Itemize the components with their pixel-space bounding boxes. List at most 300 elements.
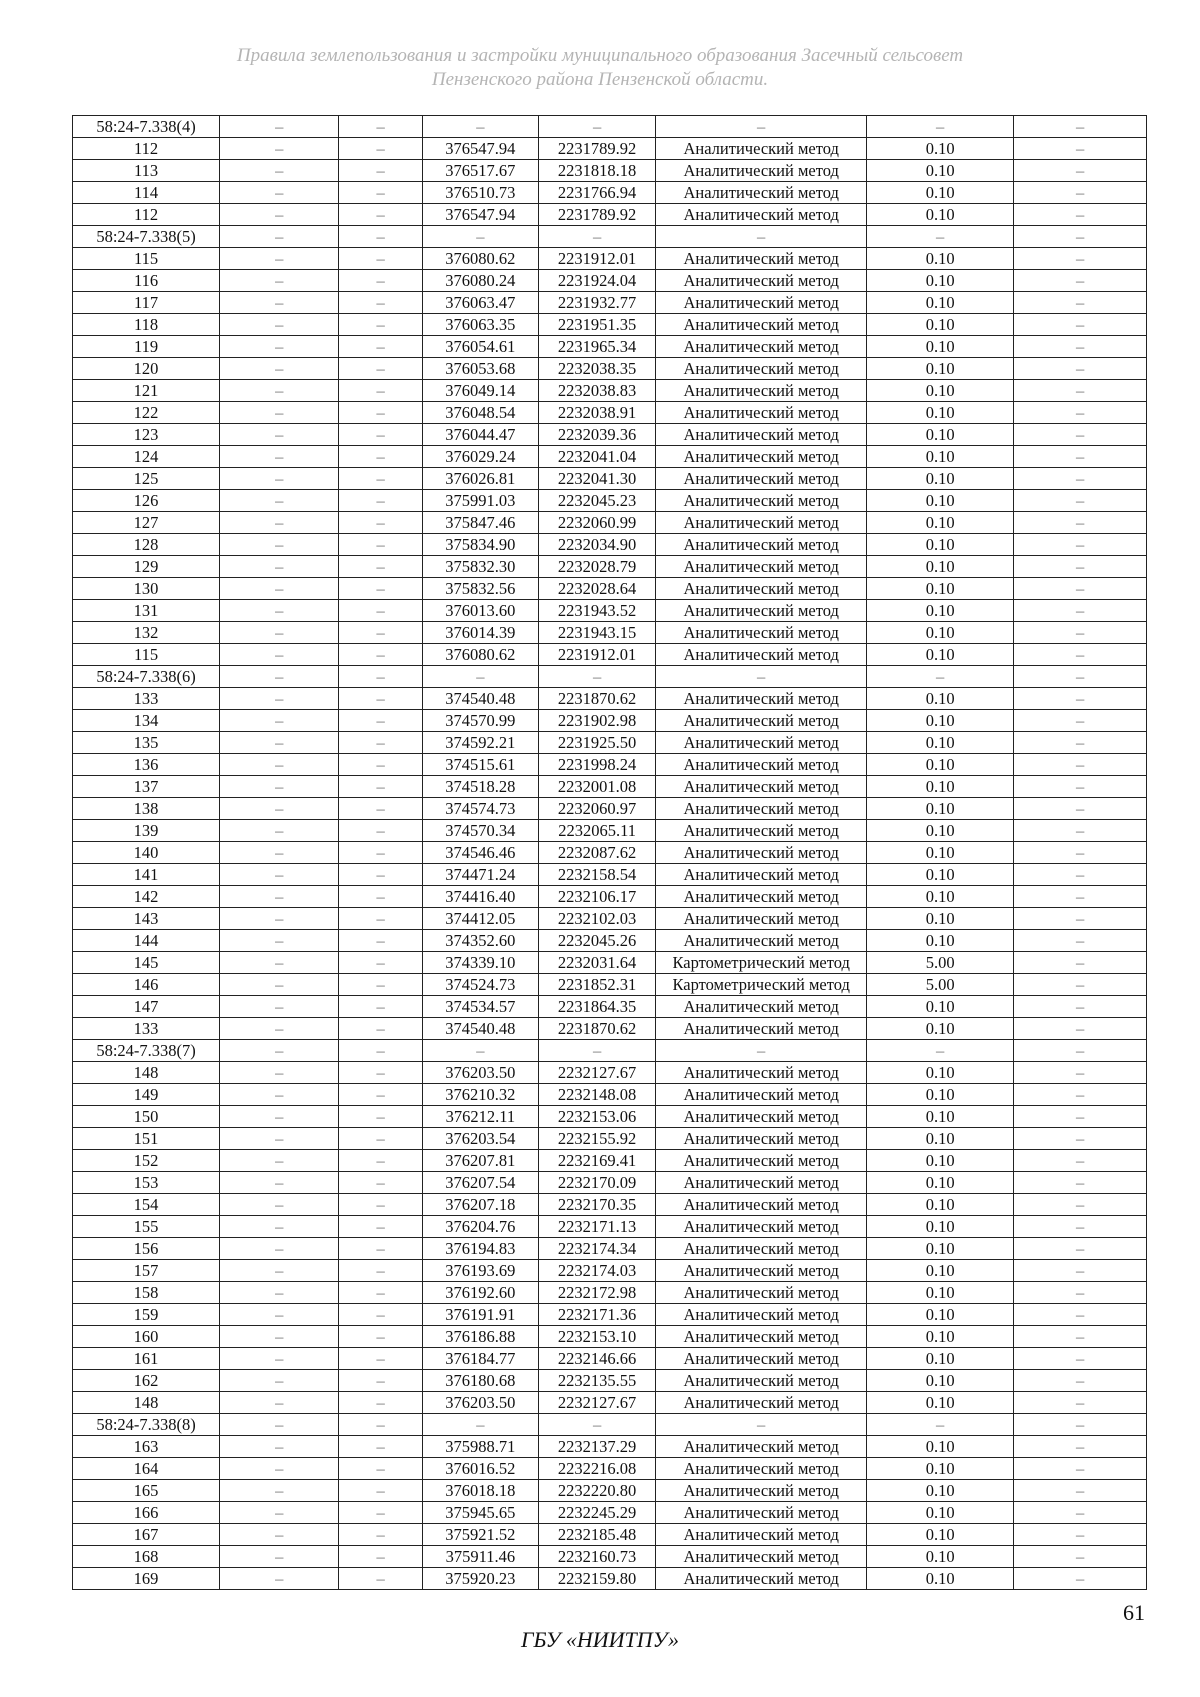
table-cell: Аналитический метод bbox=[656, 1128, 867, 1150]
table-row bbox=[73, 314, 1147, 336]
table-cell: 376063.35 bbox=[422, 314, 538, 336]
table-cell: 0.10 bbox=[867, 1260, 1014, 1282]
table-cell: 164 bbox=[73, 1458, 220, 1480]
table-cell: 2232045.26 bbox=[538, 930, 655, 952]
table-cell: 163 bbox=[73, 1436, 220, 1458]
table-cell: – bbox=[339, 886, 422, 908]
table-cell: – bbox=[339, 1546, 422, 1568]
table-cell: 0.10 bbox=[867, 336, 1014, 358]
table-cell: – bbox=[220, 1260, 339, 1282]
table-cell: 376014.39 bbox=[422, 622, 538, 644]
table-cell: 2231925.50 bbox=[538, 732, 655, 754]
table-cell: 376080.62 bbox=[422, 248, 538, 270]
table-cell: 2231943.15 bbox=[538, 622, 655, 644]
table-cell: Аналитический метод bbox=[656, 1502, 867, 1524]
table-cell: – bbox=[339, 1370, 422, 1392]
table-cell: 131 bbox=[73, 600, 220, 622]
table-cell: – bbox=[1014, 1062, 1147, 1084]
table-cell: – bbox=[1014, 578, 1147, 600]
table-cell: – bbox=[220, 1370, 339, 1392]
table-row bbox=[73, 842, 1147, 864]
table-cell: – bbox=[1014, 446, 1147, 468]
table-cell: 2232171.13 bbox=[538, 1216, 655, 1238]
table-cell: 2232159.80 bbox=[538, 1568, 655, 1590]
table-cell: 374540.48 bbox=[422, 1018, 538, 1040]
table-row bbox=[73, 1018, 1147, 1040]
table-cell: – bbox=[339, 204, 422, 226]
table-row bbox=[73, 270, 1147, 292]
page-footer: ГБУ «НИИТПУ» bbox=[520, 1627, 680, 1652]
table-row bbox=[73, 380, 1147, 402]
table-cell: – bbox=[339, 1238, 422, 1260]
table-cell: 2232001.08 bbox=[538, 776, 655, 798]
table-cell: – bbox=[422, 226, 538, 248]
table-cell: – bbox=[220, 534, 339, 556]
table-cell: 0.10 bbox=[867, 314, 1014, 336]
table-row bbox=[73, 490, 1147, 512]
table-cell: – bbox=[220, 490, 339, 512]
table-cell: 2232028.79 bbox=[538, 556, 655, 578]
table-cell: 0.10 bbox=[867, 644, 1014, 666]
table-cell: Аналитический метод bbox=[656, 864, 867, 886]
table-cell: 376207.54 bbox=[422, 1172, 538, 1194]
table-cell: 0.10 bbox=[867, 292, 1014, 314]
table-cell: Аналитический метод bbox=[656, 270, 867, 292]
table-cell: 376049.14 bbox=[422, 380, 538, 402]
table-cell: 376016.52 bbox=[422, 1458, 538, 1480]
table-cell: 376063.47 bbox=[422, 292, 538, 314]
table-cell: 2232146.66 bbox=[538, 1348, 655, 1370]
table-cell: Аналитический метод bbox=[656, 1150, 867, 1172]
table-cell: – bbox=[1014, 1172, 1147, 1194]
table-cell: 2232148.08 bbox=[538, 1084, 655, 1106]
table-row bbox=[73, 336, 1147, 358]
table-cell: 2232038.35 bbox=[538, 358, 655, 380]
table-cell: Аналитический метод bbox=[656, 1370, 867, 1392]
table-cell: 0.10 bbox=[867, 556, 1014, 578]
table-cell: – bbox=[1014, 732, 1147, 754]
table-cell: 374546.46 bbox=[422, 842, 538, 864]
table-cell: 375991.03 bbox=[422, 490, 538, 512]
table-cell: – bbox=[339, 974, 422, 996]
table-cell: Аналитический метод bbox=[656, 1568, 867, 1590]
table-cell: – bbox=[1014, 314, 1147, 336]
table-cell: – bbox=[1014, 1568, 1147, 1590]
table-cell: 0.10 bbox=[867, 1216, 1014, 1238]
table-cell: Аналитический метод bbox=[656, 1326, 867, 1348]
table-cell: – bbox=[339, 1524, 422, 1546]
table-cell: – bbox=[339, 1326, 422, 1348]
table-cell: Аналитический метод bbox=[656, 820, 867, 842]
table-cell: 2231789.92 bbox=[538, 138, 655, 160]
table-cell: 374540.48 bbox=[422, 688, 538, 710]
table-cell: 374416.40 bbox=[422, 886, 538, 908]
table-cell: – bbox=[339, 732, 422, 754]
table-cell: 2232038.83 bbox=[538, 380, 655, 402]
table-cell: – bbox=[339, 754, 422, 776]
table-cell: 2232135.55 bbox=[538, 1370, 655, 1392]
table-cell: 376191.91 bbox=[422, 1304, 538, 1326]
table-cell: 134 bbox=[73, 710, 220, 732]
table-row bbox=[73, 248, 1147, 270]
table-row bbox=[73, 864, 1147, 886]
table-cell: – bbox=[1014, 468, 1147, 490]
table-cell: 2232185.48 bbox=[538, 1524, 655, 1546]
table-cell: 153 bbox=[73, 1172, 220, 1194]
table-cell: 114 bbox=[73, 182, 220, 204]
table-cell: 376180.68 bbox=[422, 1370, 538, 1392]
table-cell: 128 bbox=[73, 534, 220, 556]
table-cell: Аналитический метод bbox=[656, 732, 867, 754]
table-cell: – bbox=[220, 1568, 339, 1590]
table-row bbox=[73, 138, 1147, 160]
table-cell: 150 bbox=[73, 1106, 220, 1128]
table-row bbox=[73, 1524, 1147, 1546]
table-cell: – bbox=[1014, 292, 1147, 314]
table-row bbox=[73, 424, 1147, 446]
table-cell: – bbox=[1014, 710, 1147, 732]
table-cell: – bbox=[220, 556, 339, 578]
table-cell: 155 bbox=[73, 1216, 220, 1238]
table-cell: – bbox=[339, 534, 422, 556]
table-cell: – bbox=[1014, 1194, 1147, 1216]
table-cell: – bbox=[220, 1150, 339, 1172]
table-cell: 376186.88 bbox=[422, 1326, 538, 1348]
table-cell: – bbox=[339, 798, 422, 820]
table-cell: 0.10 bbox=[867, 490, 1014, 512]
table-cell: Аналитический метод bbox=[656, 644, 867, 666]
table-cell: – bbox=[220, 864, 339, 886]
table-cell: – bbox=[339, 1392, 422, 1414]
table-cell: 119 bbox=[73, 336, 220, 358]
table-cell: 136 bbox=[73, 754, 220, 776]
table-cell: Аналитический метод bbox=[656, 1282, 867, 1304]
table-cell: 2232106.17 bbox=[538, 886, 655, 908]
page-header bbox=[150, 44, 1050, 92]
table-cell: – bbox=[1014, 1458, 1147, 1480]
table-cell: 374570.99 bbox=[422, 710, 538, 732]
table-cell: – bbox=[1014, 1348, 1147, 1370]
table-cell: – bbox=[538, 226, 655, 248]
table-row bbox=[73, 930, 1147, 952]
table-cell: – bbox=[220, 974, 339, 996]
table-cell: Аналитический метод bbox=[656, 1348, 867, 1370]
table-cell: 2232155.92 bbox=[538, 1128, 655, 1150]
table-cell: – bbox=[1014, 160, 1147, 182]
table-cell: – bbox=[220, 908, 339, 930]
table-cell: 2232220.80 bbox=[538, 1480, 655, 1502]
table-cell: 376018.18 bbox=[422, 1480, 538, 1502]
table-cell: 376080.62 bbox=[422, 644, 538, 666]
table-cell: 2232174.03 bbox=[538, 1260, 655, 1282]
table-cell: 0.10 bbox=[867, 424, 1014, 446]
table-cell: 375945.65 bbox=[422, 1502, 538, 1524]
table-cell: 117 bbox=[73, 292, 220, 314]
table-cell: – bbox=[422, 1414, 538, 1436]
table-cell: 124 bbox=[73, 446, 220, 468]
table-cell: Аналитический метод bbox=[656, 336, 867, 358]
table-cell: – bbox=[1014, 1106, 1147, 1128]
table-cell: – bbox=[220, 1480, 339, 1502]
table-cell: 168 bbox=[73, 1546, 220, 1568]
coordinates-table-body bbox=[73, 116, 1147, 1590]
table-cell: 376203.54 bbox=[422, 1128, 538, 1150]
table-cell: 0.10 bbox=[867, 622, 1014, 644]
table-cell: 58:24-7.338(8) bbox=[73, 1414, 220, 1436]
table-cell: 58:24-7.338(4) bbox=[73, 116, 220, 138]
table-cell: 145 bbox=[73, 952, 220, 974]
table-cell: – bbox=[1014, 138, 1147, 160]
table-cell: – bbox=[339, 138, 422, 160]
table-cell: – bbox=[1014, 930, 1147, 952]
table-cell: 2232216.08 bbox=[538, 1458, 655, 1480]
table-cell: 2232153.06 bbox=[538, 1106, 655, 1128]
table-cell: 376053.68 bbox=[422, 358, 538, 380]
table-cell: – bbox=[339, 1282, 422, 1304]
table-cell: – bbox=[220, 1458, 339, 1480]
table-row bbox=[73, 1194, 1147, 1216]
table-cell: – bbox=[1014, 688, 1147, 710]
table-cell: 375832.30 bbox=[422, 556, 538, 578]
table-cell: 2232039.36 bbox=[538, 424, 655, 446]
table-cell: – bbox=[220, 1414, 339, 1436]
table-cell: 374471.24 bbox=[422, 864, 538, 886]
table-cell: – bbox=[339, 578, 422, 600]
table-cell: – bbox=[339, 1018, 422, 1040]
table-cell: 0.10 bbox=[867, 578, 1014, 600]
table-cell: – bbox=[339, 116, 422, 138]
table-cell: 167 bbox=[73, 1524, 220, 1546]
table-cell: 2232171.36 bbox=[538, 1304, 655, 1326]
table-cell: – bbox=[1014, 1326, 1147, 1348]
table-cell: – bbox=[656, 1040, 867, 1062]
table-row bbox=[73, 446, 1147, 468]
table-cell: 159 bbox=[73, 1304, 220, 1326]
table-cell: – bbox=[1014, 1414, 1147, 1436]
table-cell: – bbox=[1014, 622, 1147, 644]
table-cell: Аналитический метод bbox=[656, 1194, 867, 1216]
table-row bbox=[73, 600, 1147, 622]
table-cell: – bbox=[220, 710, 339, 732]
table-cell: – bbox=[1014, 380, 1147, 402]
table-cell: – bbox=[1014, 1216, 1147, 1238]
table-cell: 132 bbox=[73, 622, 220, 644]
table-cell: 0.10 bbox=[867, 1348, 1014, 1370]
table-cell: 2231818.18 bbox=[538, 160, 655, 182]
table-cell: – bbox=[1014, 358, 1147, 380]
table-cell: – bbox=[538, 116, 655, 138]
table-cell: 156 bbox=[73, 1238, 220, 1260]
table-cell: – bbox=[220, 1524, 339, 1546]
table-cell: – bbox=[339, 292, 422, 314]
header-line-2: Пензенского района Пензенской области. bbox=[431, 69, 769, 90]
table-cell: 374412.05 bbox=[422, 908, 538, 930]
table-cell: 2231902.98 bbox=[538, 710, 655, 732]
table-cell: – bbox=[220, 1282, 339, 1304]
table-cell: Аналитический метод bbox=[656, 1216, 867, 1238]
table-cell: 375911.46 bbox=[422, 1546, 538, 1568]
table-cell: – bbox=[339, 336, 422, 358]
table-cell: – bbox=[1014, 974, 1147, 996]
table-cell: 375834.90 bbox=[422, 534, 538, 556]
table-cell: 146 bbox=[73, 974, 220, 996]
table-row bbox=[73, 1260, 1147, 1282]
table-cell: Аналитический метод bbox=[656, 842, 867, 864]
table-cell: – bbox=[656, 666, 867, 688]
table-cell: – bbox=[220, 1392, 339, 1414]
table-cell: Аналитический метод bbox=[656, 930, 867, 952]
table-cell: 2232153.10 bbox=[538, 1326, 655, 1348]
table-cell: – bbox=[339, 710, 422, 732]
table-row bbox=[73, 358, 1147, 380]
table-cell: – bbox=[1014, 886, 1147, 908]
table-cell: 2232172.98 bbox=[538, 1282, 655, 1304]
table-cell: – bbox=[220, 358, 339, 380]
table-cell: – bbox=[220, 1172, 339, 1194]
table-cell: – bbox=[220, 1216, 339, 1238]
table-cell: – bbox=[339, 1480, 422, 1502]
table-cell: – bbox=[1014, 1304, 1147, 1326]
table-cell: – bbox=[1014, 490, 1147, 512]
table-cell: Картометрический метод bbox=[656, 952, 867, 974]
table-cell: 376210.32 bbox=[422, 1084, 538, 1106]
table-cell: – bbox=[220, 754, 339, 776]
table-cell: – bbox=[220, 204, 339, 226]
table-cell: 374534.57 bbox=[422, 996, 538, 1018]
table-cell: 2232031.64 bbox=[538, 952, 655, 974]
table-cell: – bbox=[339, 600, 422, 622]
table-cell: 126 bbox=[73, 490, 220, 512]
table-row bbox=[73, 952, 1147, 974]
table-cell: – bbox=[220, 886, 339, 908]
parcel-header-row bbox=[73, 226, 1147, 248]
table-cell: 2232137.29 bbox=[538, 1436, 655, 1458]
table-cell: 375847.46 bbox=[422, 512, 538, 534]
page-number: 61 bbox=[1123, 1600, 1145, 1625]
table-row bbox=[73, 512, 1147, 534]
table-cell: 154 bbox=[73, 1194, 220, 1216]
table-cell: – bbox=[1014, 1150, 1147, 1172]
table-row bbox=[73, 182, 1147, 204]
table-cell: – bbox=[1014, 248, 1147, 270]
table-cell: 149 bbox=[73, 1084, 220, 1106]
table-cell: Аналитический метод bbox=[656, 908, 867, 930]
table-row bbox=[73, 1458, 1147, 1480]
table-cell: 5.00 bbox=[867, 952, 1014, 974]
table-cell: Аналитический метод bbox=[656, 1260, 867, 1282]
table-cell: 133 bbox=[73, 688, 220, 710]
table-cell: Аналитический метод bbox=[656, 600, 867, 622]
table-cell: – bbox=[1014, 1392, 1147, 1414]
table-cell: – bbox=[1014, 512, 1147, 534]
table-cell: 376207.81 bbox=[422, 1150, 538, 1172]
table-cell: 2232060.99 bbox=[538, 512, 655, 534]
table-cell: – bbox=[1014, 556, 1147, 578]
table-cell: – bbox=[1014, 864, 1147, 886]
table-cell: – bbox=[1014, 1128, 1147, 1150]
table-cell: – bbox=[1014, 1546, 1147, 1568]
table-cell: – bbox=[538, 1414, 655, 1436]
table-cell: 0.10 bbox=[867, 1370, 1014, 1392]
table-cell: 0.10 bbox=[867, 1480, 1014, 1502]
table-cell: 2231870.62 bbox=[538, 1018, 655, 1040]
table-row bbox=[73, 1370, 1147, 1392]
table-cell: 376207.18 bbox=[422, 1194, 538, 1216]
table-cell: – bbox=[339, 842, 422, 864]
table-cell: 0.10 bbox=[867, 1568, 1014, 1590]
table-cell: – bbox=[220, 1106, 339, 1128]
table-cell: 129 bbox=[73, 556, 220, 578]
table-cell: 0.10 bbox=[867, 996, 1014, 1018]
table-cell: 375920.23 bbox=[422, 1568, 538, 1590]
table-cell: 376013.60 bbox=[422, 600, 538, 622]
table-row bbox=[73, 710, 1147, 732]
table-cell: 125 bbox=[73, 468, 220, 490]
table-cell: 2232170.09 bbox=[538, 1172, 655, 1194]
table-cell: 0.10 bbox=[867, 446, 1014, 468]
table-cell: – bbox=[220, 1084, 339, 1106]
table-cell: – bbox=[1014, 1370, 1147, 1392]
table-cell: 0.10 bbox=[867, 1172, 1014, 1194]
table-cell: – bbox=[220, 1348, 339, 1370]
table-cell: 376048.54 bbox=[422, 402, 538, 424]
table-cell: – bbox=[656, 1414, 867, 1436]
table-cell: 139 bbox=[73, 820, 220, 842]
table-row bbox=[73, 886, 1147, 908]
table-row bbox=[73, 820, 1147, 842]
table-cell: 0.10 bbox=[867, 182, 1014, 204]
table-cell: – bbox=[339, 402, 422, 424]
table-cell: 2232102.03 bbox=[538, 908, 655, 930]
table-cell: – bbox=[220, 424, 339, 446]
table-cell: – bbox=[220, 952, 339, 974]
table-cell: – bbox=[220, 116, 339, 138]
table-row bbox=[73, 1326, 1147, 1348]
table-cell: – bbox=[220, 1018, 339, 1040]
table-cell: – bbox=[867, 116, 1014, 138]
table-row bbox=[73, 754, 1147, 776]
table-row bbox=[73, 1348, 1147, 1370]
table-cell: – bbox=[1014, 182, 1147, 204]
table-cell: – bbox=[220, 160, 339, 182]
table-row bbox=[73, 688, 1147, 710]
table-row bbox=[73, 996, 1147, 1018]
table-row bbox=[73, 1502, 1147, 1524]
table-row bbox=[73, 402, 1147, 424]
table-cell: – bbox=[339, 1216, 422, 1238]
table-cell: Аналитический метод bbox=[656, 1106, 867, 1128]
table-cell: – bbox=[1014, 996, 1147, 1018]
table-cell: 116 bbox=[73, 270, 220, 292]
table-cell: – bbox=[339, 380, 422, 402]
table-row bbox=[73, 974, 1147, 996]
table-row bbox=[73, 556, 1147, 578]
table-cell: 376054.61 bbox=[422, 336, 538, 358]
table-cell: 0.10 bbox=[867, 160, 1014, 182]
table-row bbox=[73, 468, 1147, 490]
table-row bbox=[73, 1216, 1147, 1238]
table-cell: 142 bbox=[73, 886, 220, 908]
table-cell: 376194.83 bbox=[422, 1238, 538, 1260]
table-cell: Аналитический метод bbox=[656, 1172, 867, 1194]
table-cell: 2232158.54 bbox=[538, 864, 655, 886]
table-cell: 5.00 bbox=[867, 974, 1014, 996]
table-cell: – bbox=[1014, 952, 1147, 974]
table-cell: 2232060.97 bbox=[538, 798, 655, 820]
table-row bbox=[73, 798, 1147, 820]
table-cell: – bbox=[1014, 534, 1147, 556]
table-cell: 157 bbox=[73, 1260, 220, 1282]
